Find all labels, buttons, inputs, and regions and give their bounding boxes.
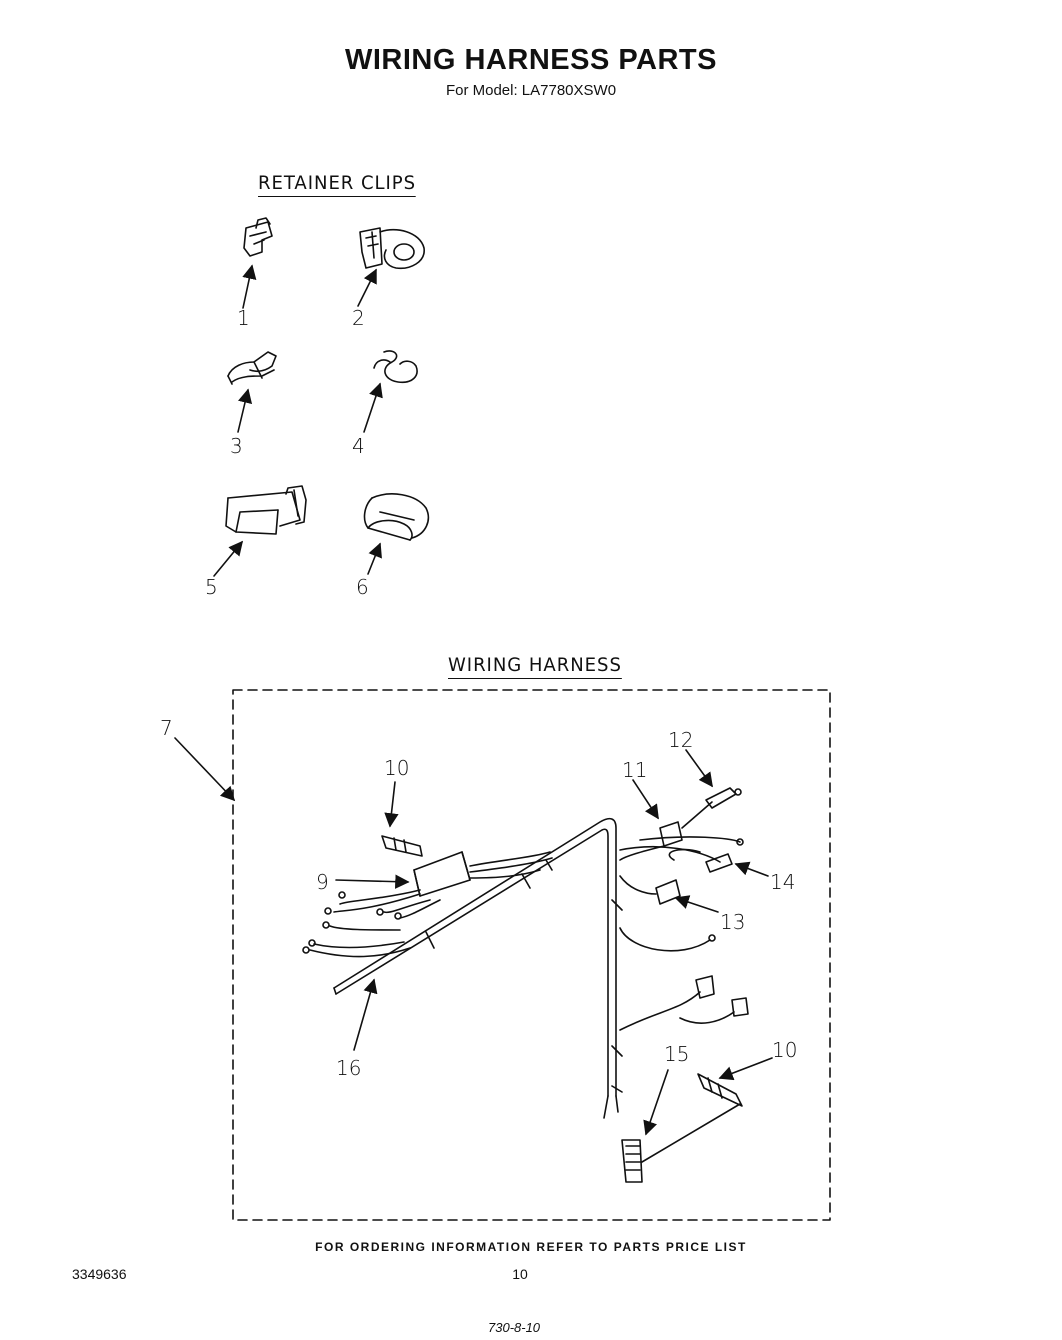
wiring-harness-heading: WIRING HARNESS — [448, 654, 622, 679]
callout-16: 16 — [336, 1056, 362, 1080]
callout-7: 7 — [160, 716, 173, 740]
clip-5-drawing — [226, 486, 306, 534]
callout-5: 5 — [205, 575, 218, 599]
clip-2-drawing — [360, 228, 424, 268]
harness-trunk — [334, 819, 618, 1118]
callout-10-top: 10 — [384, 756, 410, 780]
clip-4-drawing — [374, 351, 417, 382]
ordering-note: FOR ORDERING INFORMATION REFER TO PARTS PRICE LIST — [315, 1240, 747, 1254]
callout-10-right: 10 — [772, 1038, 798, 1062]
page-title: WIRING HARNESS PARTS — [345, 44, 717, 76]
terminal-10-right — [698, 1074, 742, 1106]
harness-border — [233, 690, 830, 1220]
callout-9: 9 — [316, 870, 329, 894]
callout-6: 6 — [356, 575, 369, 599]
callout-11: 11 — [622, 758, 648, 782]
callout-4: 4 — [352, 434, 365, 458]
terminal-14 — [620, 837, 743, 872]
terminal-12 — [706, 788, 741, 808]
callout-1: 1 — [237, 306, 250, 330]
document-number: 3349636 — [72, 1266, 127, 1282]
callout-15: 15 — [664, 1042, 690, 1066]
callout-12: 12 — [668, 728, 694, 752]
callout-3: 3 — [230, 434, 243, 458]
terminal-10-top — [382, 836, 422, 856]
connector-9 — [414, 852, 470, 896]
model-line: For Model: LA7780XSW0 — [445, 82, 617, 99]
callout-2: 2 — [352, 306, 365, 330]
callout-13: 13 — [720, 910, 746, 934]
plug-15 — [622, 1104, 740, 1182]
bottom-mark: 730-8-10 — [488, 1320, 541, 1335]
page-number: 10 — [512, 1266, 528, 1282]
retainer-clips-heading: RETAINER CLIPS — [258, 172, 416, 197]
connector-13 — [620, 876, 680, 904]
clip-1-drawing — [244, 218, 272, 256]
clip-3-drawing — [228, 352, 276, 384]
clip-6-drawing — [365, 494, 429, 540]
callout-14: 14 — [770, 870, 796, 894]
